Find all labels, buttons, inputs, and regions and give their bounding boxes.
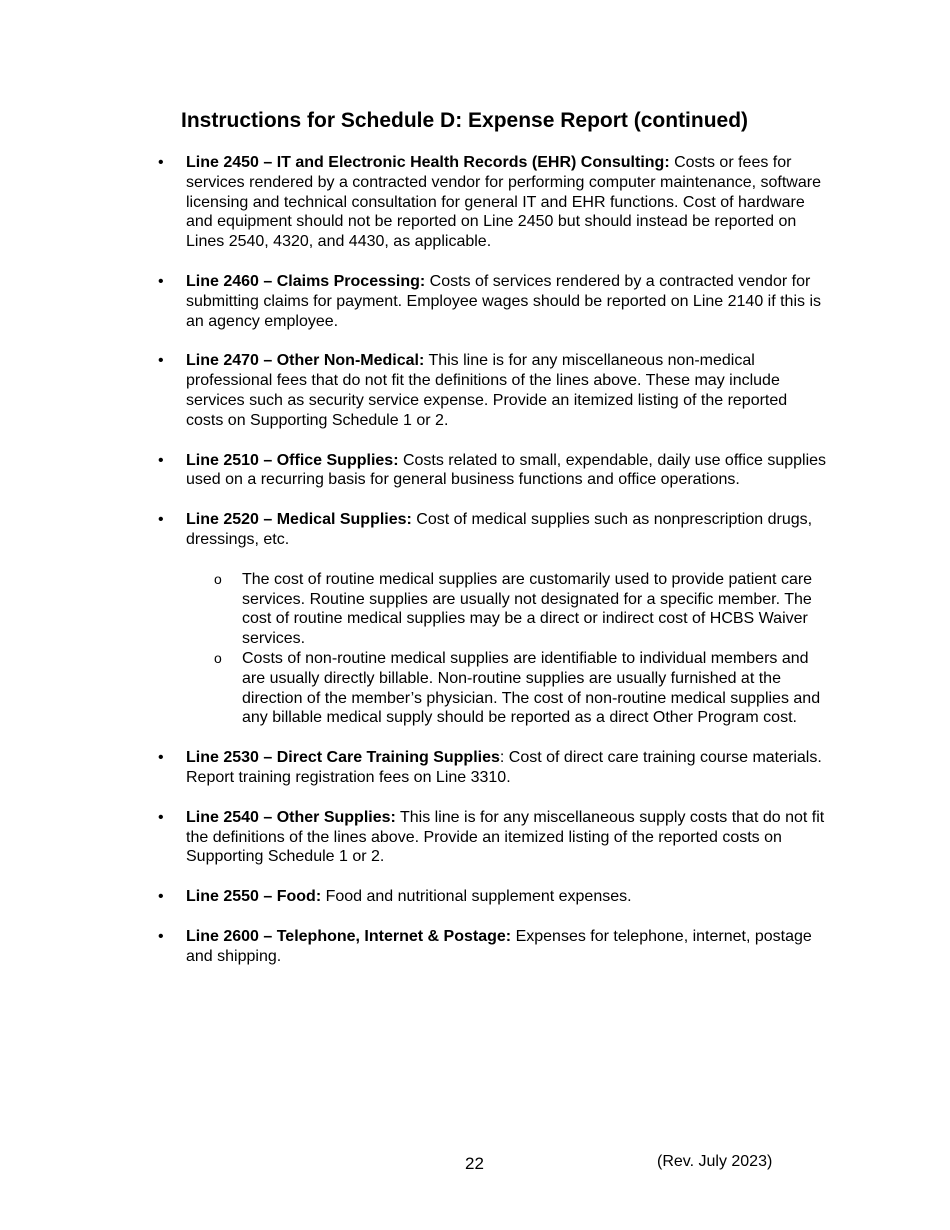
line-label: Line 2530 – Direct Care Training Supplies bbox=[186, 749, 500, 767]
sub-list-item-non-routine bbox=[186, 649, 828, 728]
line-description: Cost of medical supplies such as nonprescription drugs, dressings, etc. bbox=[186, 511, 813, 548]
sub-item-text: Costs of non-routine medical supplies are identifiable to individual members and are usually directly billable. Non-routine supplies are usually furnished at the direction of the member’s physician. The cost of non-routine medical supplies and any billable medical supply should be reported as a direct Other Program cost. bbox=[242, 649, 821, 727]
line-label: Line 2600 – Telephone, Internet & Postage: bbox=[186, 927, 512, 945]
bullet-icon: • bbox=[158, 451, 164, 469]
line-label: Line 2520 – Medical Supplies: bbox=[186, 511, 412, 529]
line-description: : Cost of direct care training course materials. Report training registration fees on Line 3310. bbox=[186, 749, 822, 786]
line-description: This line is for any miscellaneous non-medical professional fees that do not fit the definitions of the lines above. These may include services such as security service expense. Provide an itemized listing of the reported costs on Supporting Schedule 1 or 2. bbox=[186, 352, 788, 429]
line-label: Line 2470 – Other Non-Medical: bbox=[186, 352, 425, 370]
sub-item-text: The cost of routine medical supplies are customarily used to provide patient care services. Routine supplies are usually not designated for a specific member. The cost of routine medical supplies may be a direct or indirect cost of HCBS Waiver services. bbox=[242, 570, 813, 648]
line-description: This line is for any miscellaneous supply costs that do not fit the definitions of the lines above. Provide an itemized listing of the reported costs on Supporting Schedule 1 or 2. bbox=[186, 808, 825, 866]
line-description: Costs of services rendered by a contracted vendor for submitting claims for payment. Employee wages should be reported on Line 2140 if this is an agency employee. bbox=[186, 272, 822, 330]
list-item-line-2600 bbox=[158, 927, 828, 967]
list-item-line-2550 bbox=[158, 887, 828, 907]
line-label: Line 2510 – Office Supplies: bbox=[186, 451, 399, 469]
list-item-line-2510 bbox=[158, 451, 828, 491]
line-description: Costs or fees for services rendered by a contracted vendor for performing computer maintenance, software licensing and technical consultation for general IT and EHR functions. Cost of hardware and equipment should not be reported on Line 2450 but should instead be reported on Lines 2540, 4320, and 4430, as applicable. bbox=[186, 154, 821, 251]
bullet-icon: • bbox=[158, 352, 164, 370]
bullet-icon: • bbox=[158, 272, 164, 290]
page-title: Instructions for Schedule D: Expense Report (continued) bbox=[181, 109, 749, 132]
line-label: Line 2460 – Claims Processing: bbox=[186, 272, 426, 290]
line-description: Food and nutritional supplement expenses. bbox=[321, 888, 632, 906]
instruction-list bbox=[158, 153, 828, 987]
revision-date: (Rev. July 2023) bbox=[657, 1153, 773, 1170]
bullet-icon: • bbox=[158, 927, 164, 945]
list-item-line-2450 bbox=[158, 153, 828, 252]
circle-bullet-icon: o bbox=[214, 649, 222, 666]
line-label: Line 2540 – Other Supplies: bbox=[186, 808, 396, 826]
line-label: Line 2450 – IT and Electronic Health Records (EHR) Consulting: bbox=[186, 154, 670, 171]
sub-list bbox=[186, 570, 828, 728]
list-item-line-2540 bbox=[158, 808, 828, 867]
bullet-icon: • bbox=[158, 888, 164, 906]
list-item-line-2530 bbox=[158, 748, 828, 788]
line-label: Line 2550 – Food: bbox=[186, 888, 322, 906]
page-number: 22 bbox=[465, 1154, 484, 1173]
list-item-line-2470 bbox=[158, 351, 828, 430]
sub-list-item-routine bbox=[186, 570, 828, 649]
circle-bullet-icon: o bbox=[214, 570, 222, 587]
bullet-icon: • bbox=[158, 154, 164, 171]
bullet-icon: • bbox=[158, 808, 164, 826]
list-item-line-2520 bbox=[158, 510, 828, 728]
line-description: Expenses for telephone, internet, postage and shipping. bbox=[186, 927, 812, 965]
list-item-line-2460 bbox=[158, 272, 828, 331]
bullet-icon: • bbox=[158, 511, 164, 529]
bullet-icon: • bbox=[158, 749, 164, 767]
line-description: Costs related to small, expendable, daily use office supplies used on a recurring basis for general business functions and office operations. bbox=[186, 451, 827, 489]
